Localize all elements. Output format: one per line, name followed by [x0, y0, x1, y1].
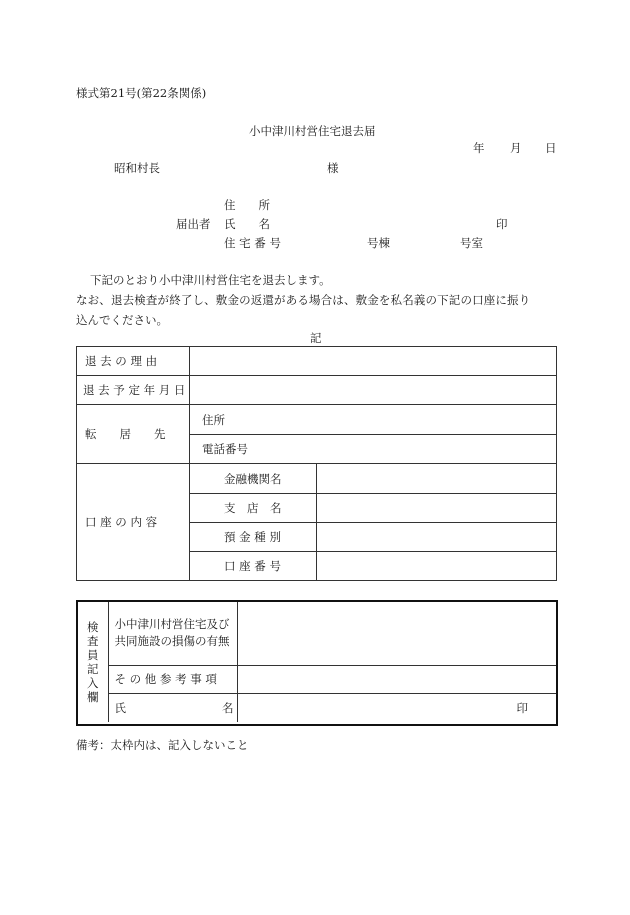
other-notes-field[interactable]	[237, 665, 556, 693]
date-day: 日	[545, 141, 557, 155]
ki-label: 記	[310, 331, 322, 345]
housing-number-label: 住 宅 番 号	[224, 236, 281, 250]
destination-phone-label: 電話番号	[202, 442, 248, 456]
damage-field[interactable]	[237, 602, 556, 665]
date-year: 年	[473, 141, 485, 155]
inspector-side-label: 検 査 員 記 入 欄	[78, 602, 108, 722]
applicant-seal: 印	[496, 217, 508, 231]
move-date-label: 退 去 予 定 年 月 日	[77, 376, 190, 405]
body-line-2: なお、退去検査が終了し、敷金の返還がある場合は、敷金を私名義の下記の口座に振り	[76, 293, 531, 307]
addressee-honorific: 様	[327, 161, 339, 175]
main-table	[76, 346, 557, 581]
room-label: 号室	[460, 236, 483, 250]
inspector-table	[78, 602, 556, 722]
inspector-name-field[interactable]	[237, 693, 556, 722]
applicant-label: 届出者	[176, 217, 211, 231]
body-line-3: 込んでください。	[76, 313, 168, 327]
destination-phone-field[interactable]	[190, 435, 557, 464]
branch-label: 支 店 名	[190, 494, 317, 523]
applicant-name-label: 氏 名	[224, 217, 270, 231]
inspector-seal: 印	[516, 700, 528, 715]
destination-label: 転 居 先	[77, 405, 190, 464]
body-line-1: 下記のとおり小中津川村営住宅を退去します。	[90, 273, 331, 287]
document-title: 小中津川村営住宅退去届	[249, 124, 376, 138]
destination-address-label: 住所	[202, 412, 225, 427]
form-number: 様式第21号(第22条関係)	[76, 86, 207, 100]
applicant-address-label: 住 所	[224, 198, 270, 212]
account-number-label: 口 座 番 号	[190, 552, 317, 581]
addressee-name: 昭和村長	[114, 161, 160, 175]
bank-field[interactable]	[317, 464, 557, 494]
account-label: 口 座 の 内 容	[77, 464, 190, 581]
date-month: 月	[510, 141, 522, 155]
bank-label: 金融機関名	[190, 464, 317, 494]
account-number-field[interactable]	[317, 552, 557, 581]
destination-address-field[interactable]	[190, 405, 557, 435]
deposit-type-field[interactable]	[317, 523, 557, 552]
branch-field[interactable]	[317, 494, 557, 523]
reason-label: 退 去 の 理 由	[77, 347, 190, 376]
move-date-field[interactable]	[190, 376, 557, 405]
reason-field[interactable]	[190, 347, 557, 376]
damage-label: 小中津川村営住宅及び共同施設の損傷の有無	[108, 602, 237, 665]
remarks-note: 備考：太枠内は、記入しないこと	[76, 738, 249, 752]
building-label: 号棟	[367, 236, 390, 250]
inspector-name-label: 氏 名	[108, 693, 237, 722]
deposit-type-label: 預 金 種 別	[190, 523, 317, 552]
other-notes-label: そ の 他 参 考 事 項	[108, 665, 237, 693]
